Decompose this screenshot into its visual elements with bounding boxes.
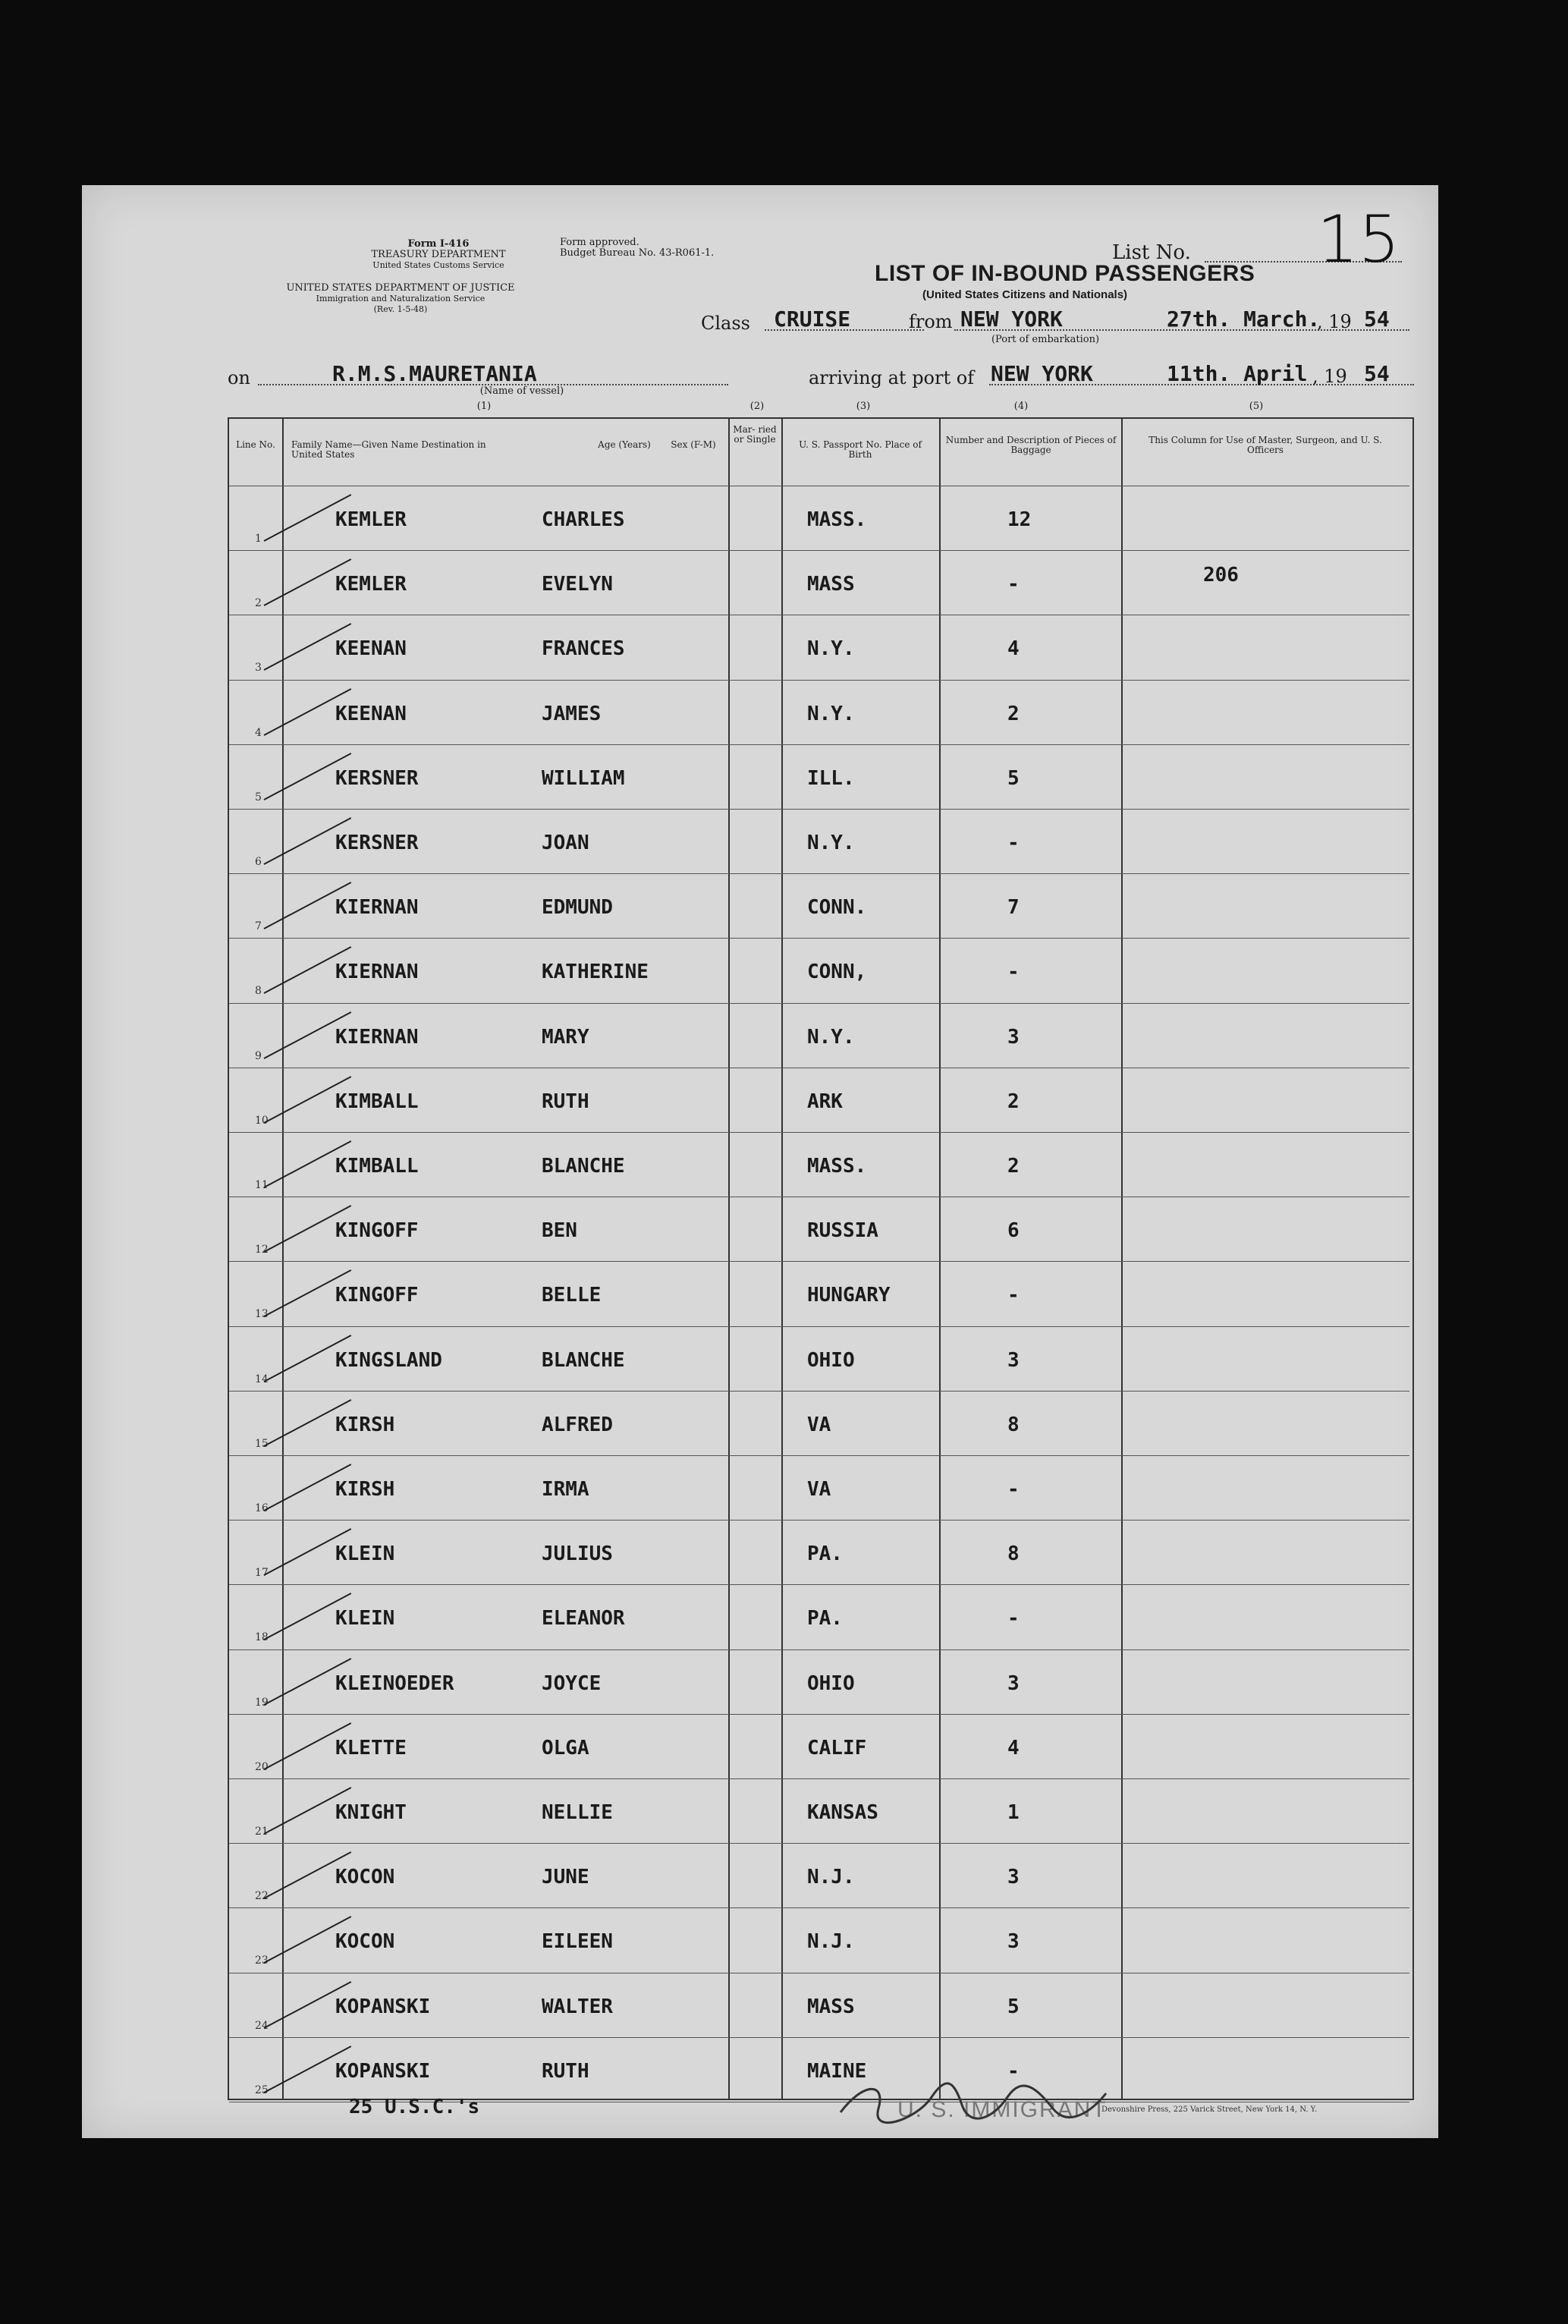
family-name: KNIGHT [335, 1801, 407, 1824]
col-header-name: Family Name—Given Name Destination in United States [291, 439, 486, 460]
manifest-sheet [82, 185, 1438, 2138]
family-name: KIRSH [335, 1413, 395, 1436]
line-number: 13 [255, 1308, 269, 1321]
col-header-married: Mar- ried or Single [733, 424, 777, 445]
given-name: BLANCHE [542, 1348, 625, 1372]
list-no-label: List No. [1112, 241, 1191, 264]
given-name: JUNE [542, 1866, 589, 1889]
line-number: 7 [255, 920, 262, 933]
family-name: KOCON [335, 1930, 395, 1954]
given-name: JOYCE [542, 1671, 602, 1695]
baggage-count: - [1007, 2059, 1020, 2083]
line-number: 12 [255, 1244, 269, 1256]
given-name: ALFRED [542, 1413, 613, 1436]
customs-service: United States Customs Service [372, 260, 504, 270]
row-rule [229, 938, 1409, 939]
place-of-birth: CONN, [807, 961, 867, 984]
arriving-label: arriving at port of [809, 367, 975, 388]
baggage-count: 2 [1007, 1090, 1020, 1113]
row-rule [229, 550, 1409, 551]
line-number: 10 [255, 1114, 269, 1127]
class-value: CRUISE [774, 307, 851, 332]
budget-bureau: Budget Bureau No. 43-R061-1. [560, 247, 715, 259]
place-of-birth: MASS. [807, 508, 867, 531]
total-count: 25 U.S.C.'s [349, 2096, 480, 2118]
place-of-birth: N.Y. [807, 702, 855, 725]
class-label: Class [701, 313, 750, 334]
row-rule [229, 744, 1409, 745]
family-name: KOPANSKI [335, 1995, 431, 2018]
line-number: 5 [255, 791, 262, 803]
baggage-count: 8 [1007, 1413, 1020, 1436]
family-name: KLETTE [335, 1736, 407, 1760]
justice-dept: UNITED STATES DEPARTMENT OF JUSTICE [286, 282, 515, 294]
given-name: MARY [542, 1025, 589, 1049]
baggage-count: 12 [1007, 508, 1032, 531]
family-name: KIERNAN [335, 1025, 419, 1049]
line-number: 9 [255, 1049, 262, 1062]
family-name: KLEIN [335, 1543, 395, 1566]
given-name: EDMUND [542, 896, 613, 920]
given-name: CHARLES [542, 508, 625, 531]
family-name: KIRSH [335, 1478, 395, 1501]
baggage-count: 1 [1007, 1801, 1020, 1824]
family-name: KINGOFF [335, 1219, 419, 1243]
inspector-signature [833, 2067, 1121, 2127]
baggage-count: 4 [1007, 637, 1020, 661]
given-name: OLGA [542, 1736, 589, 1760]
family-name: KINGOFF [335, 1284, 419, 1307]
form-number: Form I-416 [407, 238, 470, 250]
given-name: NELLIE [542, 1801, 613, 1824]
place-of-birth: N.J. [807, 1866, 855, 1889]
family-name: KERSNER [335, 766, 419, 790]
baggage-count: - [1007, 1284, 1020, 1307]
place-of-birth: HUNGARY [807, 1284, 891, 1307]
ins-service: Immigration and Naturalization Service [316, 294, 485, 303]
row-rule [229, 1261, 1409, 1262]
given-name: EVELYN [542, 573, 613, 596]
family-name: KEMLER [335, 573, 407, 596]
baggage-count: 3 [1007, 1348, 1020, 1372]
given-name: JOAN [542, 832, 589, 854]
baggage-count: 6 [1007, 1219, 1020, 1243]
line-number: 20 [255, 1760, 269, 1773]
baggage-count: 5 [1007, 766, 1020, 790]
col-header-passport: U. S. Passport No. Place of Birth [799, 439, 922, 460]
place-of-birth: MAINE [807, 2059, 867, 2083]
place-of-birth: KANSAS [807, 1801, 878, 1824]
line-number: 1 [255, 533, 262, 545]
row-rule [229, 1649, 1409, 1650]
year1: 54 [1364, 307, 1390, 332]
row-rule [229, 1778, 1409, 1779]
given-name: RUTH [542, 2059, 589, 2083]
place-of-birth: MASS. [807, 1155, 867, 1178]
line-number: 2 [255, 597, 262, 610]
line-number: 25 [255, 2083, 269, 2096]
line-number: 15 [255, 1437, 269, 1450]
place-of-birth: OHIO [807, 1348, 855, 1372]
line-number: 16 [255, 1502, 269, 1514]
page-subtitle: (United States Citizens and Nationals) [922, 288, 1128, 301]
line-number: 11 [255, 1179, 269, 1191]
baggage-count: 7 [1007, 896, 1020, 920]
family-name: KOPANSKI [335, 2059, 431, 2083]
place-of-birth: N.Y. [807, 637, 855, 661]
baggage-count: 4 [1007, 1736, 1020, 1760]
col-num-1: (1) [476, 401, 492, 412]
row-rule [229, 1326, 1409, 1327]
family-name: KOCON [335, 1866, 395, 1889]
col-header-age: Age (Years) [598, 439, 651, 450]
given-name: RUTH [542, 1090, 589, 1113]
place-of-birth: N.J. [807, 1930, 855, 1954]
baggage-count: - [1007, 1478, 1020, 1501]
form-revision: (Rev. 1-5-48) [373, 304, 428, 314]
line-number: 18 [255, 1631, 269, 1644]
given-name: WALTER [542, 1995, 613, 2018]
form-approved: Form approved. [560, 237, 639, 248]
col-header-officers: This Column for Use of Master, Surgeon, and U. S. Officers [1149, 435, 1382, 455]
col-header-line-no: Line No. [236, 439, 275, 450]
printer-imprint: Devonshire Press, 225 Varick Street, New York 14, N. Y. [1101, 2105, 1318, 2114]
arrive-date: 11th. April [1167, 361, 1308, 386]
line-number: 21 [255, 1826, 269, 1838]
line-number: 14 [255, 1373, 269, 1385]
given-name: FRANCES [542, 637, 625, 661]
place-of-birth: ILL. [807, 766, 855, 790]
place-of-birth: CONN. [807, 896, 867, 920]
on-label: on [228, 367, 250, 388]
row-rule [229, 873, 1409, 874]
line-number: 6 [255, 856, 262, 868]
line-number: 24 [255, 2019, 269, 2032]
line-number: 17 [255, 1567, 269, 1580]
col-num-3: (3) [856, 401, 871, 412]
given-name: JULIUS [542, 1543, 613, 1566]
family-name: KERSNER [335, 832, 419, 854]
treasury-dept: TREASURY DEPARTMENT [371, 249, 506, 260]
row-rule [229, 2037, 1409, 2038]
arriving-port: NEW YORK [991, 361, 1093, 386]
family-name: KEENAN [335, 702, 407, 725]
baggage-count: 2 [1007, 1155, 1020, 1178]
col-header-baggage: Number and Description of Pieces of Baggage [945, 435, 1117, 455]
year2: 54 [1364, 361, 1390, 386]
col-header-sex: Sex (F-M) [671, 439, 716, 450]
family-name: KLEIN [335, 1607, 395, 1631]
given-name: WILLIAM [542, 766, 625, 790]
place-of-birth: VA [807, 1413, 831, 1436]
baggage-count: 2 [1007, 702, 1020, 725]
place-of-birth: CALIF [807, 1736, 867, 1760]
col-num-5: (5) [1249, 401, 1264, 412]
col-num-4: (4) [1013, 401, 1029, 412]
list-no-value: 15 [1317, 202, 1400, 278]
line-number: 19 [255, 1696, 269, 1709]
col-divider [1121, 417, 1123, 2099]
baggage-count: 8 [1007, 1543, 1020, 1566]
place-of-birth: N.Y. [807, 832, 855, 854]
row-rule [229, 1455, 1409, 1456]
baggage-count: 5 [1007, 1995, 1020, 2018]
family-name: KEENAN [335, 637, 407, 661]
family-name: KLEINOEDER [335, 1671, 454, 1695]
baggage-count: - [1007, 961, 1020, 984]
given-name: ELEANOR [542, 1607, 625, 1631]
given-name: KATHERINE [542, 961, 649, 984]
place-of-birth: PA. [807, 1543, 843, 1566]
baggage-count: - [1007, 832, 1020, 854]
officer-note: 206 [1203, 564, 1239, 587]
vessel-caption: (Name of vessel) [479, 385, 564, 397]
given-name: BELLE [542, 1284, 602, 1307]
immigration-stamp: U. S. IMMIGRANT [897, 2097, 1108, 2122]
given-name: BLANCHE [542, 1155, 625, 1178]
baggage-count: - [1007, 573, 1020, 596]
given-name: BEN [542, 1219, 577, 1243]
line-number: 3 [255, 662, 262, 675]
baggage-count: 3 [1007, 1866, 1020, 1889]
baggage-count: 3 [1007, 1671, 1020, 1695]
row-rule [229, 680, 1409, 681]
family-name: KIERNAN [335, 961, 419, 984]
row-rule [229, 1714, 1409, 1715]
vessel-name: R.M.S.MAURETANIA [332, 361, 537, 386]
given-name: EILEEN [542, 1930, 613, 1954]
family-name: KIERNAN [335, 896, 419, 920]
given-name: JAMES [542, 702, 602, 725]
family-name: KEMLER [335, 508, 407, 531]
place-of-birth: PA. [807, 1607, 843, 1631]
family-name: KINGSLAND [335, 1348, 442, 1372]
row-rule [229, 1584, 1409, 1585]
family-name: KIMBALL [335, 1155, 419, 1178]
embark-date: 27th. March. [1167, 307, 1321, 332]
baggage-count: 3 [1007, 1930, 1020, 1954]
class-line [765, 329, 924, 331]
given-name: IRMA [542, 1478, 589, 1501]
line-number: 4 [255, 726, 262, 739]
passenger-table [228, 417, 1414, 2100]
place-of-birth: OHIO [807, 1671, 855, 1695]
from-label: from [909, 311, 953, 332]
from-value: NEW YORK [960, 307, 1063, 332]
row-rule [229, 1843, 1409, 1844]
place-of-birth: N.Y. [807, 1025, 855, 1049]
place-of-birth: RUSSIA [807, 1219, 878, 1243]
port-caption: (Port of embarkation) [991, 334, 1100, 345]
col-divider [282, 417, 284, 2099]
baggage-count: 3 [1007, 1025, 1020, 1049]
family-name: KIMBALL [335, 1090, 419, 1113]
year1-prefix: , 19 [1317, 311, 1352, 332]
line-number: 23 [255, 1954, 269, 1967]
col-divider [728, 417, 730, 2099]
row-rule [229, 1907, 1409, 1908]
row-rule [229, 1132, 1409, 1133]
col-divider [781, 417, 783, 2099]
row-rule [229, 1003, 1409, 1004]
line-number: 8 [255, 985, 262, 998]
baggage-count: - [1007, 1607, 1020, 1631]
row-rule [229, 1391, 1409, 1392]
place-of-birth: ARK [807, 1090, 843, 1113]
year2-prefix: , 19 [1312, 366, 1347, 387]
place-of-birth: MASS [807, 573, 855, 596]
page-title: LIST OF IN-BOUND PASSENGERS [875, 261, 1255, 286]
line-number: 22 [255, 1890, 269, 1903]
row-rule [229, 1520, 1409, 1521]
row-rule [229, 809, 1409, 810]
place-of-birth: VA [807, 1478, 831, 1501]
col-divider [939, 417, 941, 2099]
col-num-2: (2) [749, 401, 765, 412]
place-of-birth: MASS [807, 1995, 855, 2018]
